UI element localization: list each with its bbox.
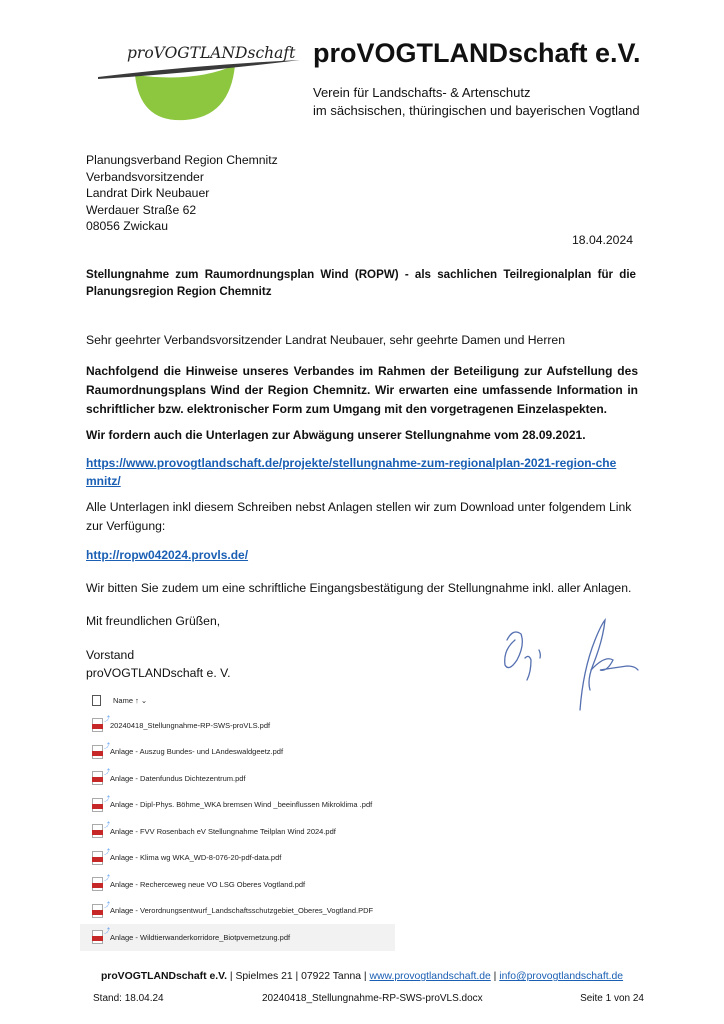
org-subtitle-line: Verein für Landschafts- & Artenschutz [313, 85, 531, 100]
file-row[interactable] [80, 845, 395, 872]
sync-icon: ⤴ [104, 743, 111, 750]
footer-website-link[interactable]: www.provogtlandschaft.de [369, 971, 491, 982]
handwritten-signature [495, 610, 645, 720]
address-line: Werdauer Straße 62 [86, 202, 197, 217]
footer-page-number: Seite 1 von 24 [580, 993, 644, 1004]
file-row[interactable] [80, 871, 395, 898]
file-name: Anlage - Datenfundus Dichtezentrum.pdf [110, 773, 246, 783]
pdf-file-icon [92, 851, 103, 865]
file-row[interactable] [80, 898, 395, 925]
download-link[interactable]: http://ropw042024.provls.de/ [86, 548, 249, 562]
file-name: Anlage - Dipl-Phys. Böhme_WKA bremsen Wind _beeinflussen Mikroklima .pdf [110, 800, 373, 810]
org-title: proVOGTLANDschaft e.V. [313, 38, 641, 68]
address-line: Planungsverband Region Chemnitz [86, 153, 278, 167]
subject-line: Stellungnahme zum Raumordnungsplan Wind (ROPW) - als sachlichen Teilregionalplan für die Planungsregion Region Chemnitz [86, 268, 636, 298]
stellungnahme-link[interactable]: https://www.provogtlandschaft.de/projekte/stellungnahme-zum-regionalplan-2021-region-chemnitz/ [86, 456, 617, 488]
sync-icon: ⤴ [104, 770, 111, 776]
sync-icon: ⤴ [104, 796, 111, 803]
letter-date: 18.04.2024 [572, 233, 633, 247]
file-list-header [80, 688, 395, 712]
signer-role: Vorstand [86, 648, 135, 662]
file-row[interactable] [80, 765, 395, 792]
pdf-file-icon [92, 771, 103, 785]
address-line: Verbandsvorsitzender [86, 169, 204, 184]
signer-block [86, 646, 231, 682]
file-name: Anlage - Auszug Bundes- und LAndeswaldgeetz.pdf [110, 747, 284, 757]
recipient-address [86, 152, 278, 235]
org-subtitle-line: im sächsischen, thüringischen und bayerischen Vogtland [313, 103, 640, 118]
closing-greeting: Mit freundlichen Grüßen, [86, 614, 221, 628]
body-paragraph-3: Alle Unterlagen inkl diesem Schreiben nebst Anlagen stellen wir zum Download unter folgendem Link zur Verfügung: [86, 500, 632, 533]
sort-by-name-button[interactable]: Name ↑ ⌄ [113, 695, 148, 705]
file-row[interactable] [80, 739, 395, 766]
document-icon [92, 695, 101, 706]
file-name: Anlage - Recherceweg neue VO LSG Oberes Vogtland.pdf [110, 879, 306, 889]
pdf-file-icon [92, 930, 103, 944]
sync-icon: ⤴ [104, 876, 111, 882]
footer-email-link[interactable]: info@provogtlandschaft.de [499, 971, 624, 982]
footer-filename: 20240418_Stellungnahme-RP-SWS-proVLS.docx [262, 993, 483, 1004]
pdf-file-icon [92, 877, 103, 891]
signer-org: proVOGTLANDschaft e. V. [86, 666, 231, 680]
file-name: Anlage - Wildtierwanderkorridore_Biotpvernetzung.pdf [110, 932, 291, 942]
address-line: 08056 Zwickau [86, 219, 168, 233]
sync-icon: ⤴ [104, 849, 111, 856]
sync-icon: ⤴ [104, 902, 111, 909]
body-paragraph-2: Wir fordern auch die Unterlagen zur Abwägung unserer Stellungnahme vom 28.09.2021. [86, 428, 586, 442]
salutation: Sehr geehrter Verbandsvorsitzender Landrat Neubauer, sehr geehrte Damen und Herren [86, 333, 565, 347]
org-subtitle [313, 84, 640, 120]
file-name: Anlage - Verordnungsentwurf_Landschaftsschutzgebiet_Oberes_Vogtland.PDF [110, 906, 374, 916]
footer-contact [0, 971, 724, 982]
pdf-file-icon [92, 745, 103, 759]
footer-org: proVOGTLANDschaft e.V. [100, 971, 227, 982]
file-name: Anlage - Klima wg WKA_WD-8-076-20-pdf-data.pdf [110, 853, 282, 863]
file-list [80, 688, 395, 951]
footer-stand: Stand: 18.04.24 [93, 993, 164, 1004]
sync-icon: ⤴ [104, 929, 111, 935]
file-row[interactable] [80, 818, 395, 845]
pdf-file-icon [92, 718, 103, 732]
file-row[interactable] [80, 712, 395, 739]
address-line: Landrat Dirk Neubauer [86, 186, 210, 200]
file-row-selected[interactable] [80, 924, 395, 951]
body-paragraph-1: Nachfolgend die Hinweise unseres Verbandes im Rahmen der Beteiligung zur Aufstellung des Raumordnungsplans Wind der Region Chemnitz. Wir erwarten eine umfassende Information in schriftlicher bzw. elektronischer Form zum Umgang mit den vorgetragenen Einzelaspekten. [86, 364, 638, 416]
footer-separator: | [490, 971, 500, 982]
pdf-file-icon [92, 798, 103, 812]
sync-icon: ⤴ [104, 717, 111, 723]
file-name: Anlage - FVV Rosenbach eV Stellungnahme Teilplan Wind 2024.pdf [110, 826, 336, 836]
pdf-file-icon [92, 904, 103, 918]
sync-icon: ⤴ [104, 823, 111, 829]
body-paragraph-4: Wir bitten Sie zudem um eine schriftliche Eingangsbestätigung der Stellungnahme inkl. aller Anlagen. [86, 581, 632, 595]
pdf-file-icon [92, 824, 103, 838]
file-name: 20240418_Stellungnahme-RP-SWS-proVLS.pdf [110, 720, 271, 730]
logo-text: proVOGTLANDschaft [127, 44, 296, 62]
footer-address: | Spielmes 21 | 07922 Tanna | [227, 971, 370, 982]
file-row[interactable] [80, 792, 395, 819]
